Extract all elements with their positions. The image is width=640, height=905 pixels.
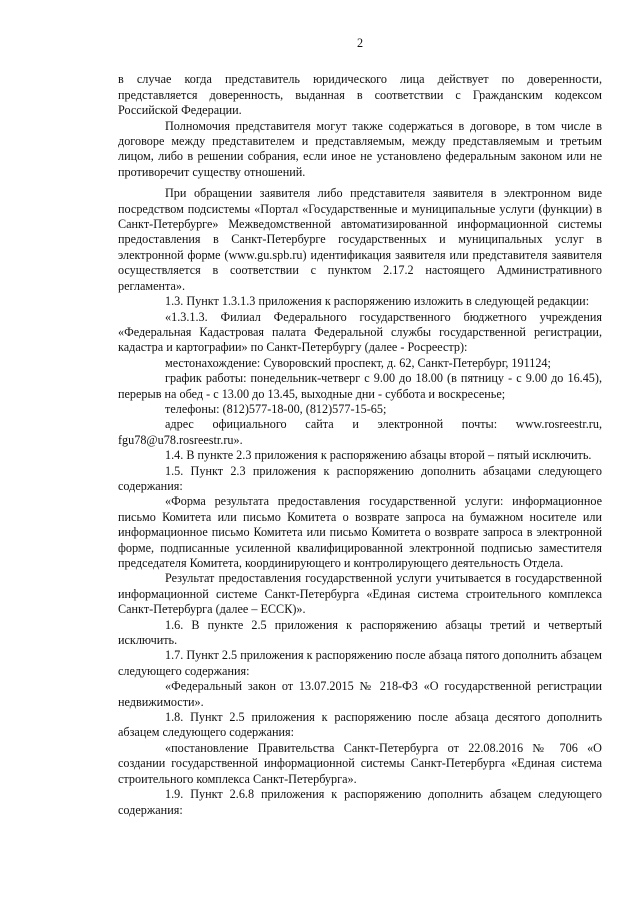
paragraph-rosreestr-website-email: адрес официального сайта и электронной почты: www.rosreestr.ru, fgu78@u78.rosreestr.ru».: [118, 417, 602, 447]
paragraph-item-1-6: 1.6. В пункте 2.5 приложения к распоряжению абзацы третий и четвертый исключить.: [118, 617, 602, 648]
paragraph-item-1-8: 1.8. Пункт 2.5 приложения к распоряжению после абзаца десятого дополнить абзацем следующего содержания:: [118, 710, 602, 740]
paragraph-item-1-3: 1.3. Пункт 1.3.1.3 приложения к распоряжению изложить в следующей редакции:: [165, 294, 590, 309]
paragraph-representative-power-of-attorney: в случае когда представитель юридического лица действует по доверенности, представляется доверенность, выданная в соответствии с Гражданским кодексом Российской Федерации.: [118, 72, 602, 118]
page-number: 2: [356, 36, 364, 50]
paragraph-rosreestr-schedule: график работы: понедельник-четверг с 9.00 до 18.00 (в пятницу - с 9.00 до 16.45), перерыв на обед - с 13.00 до 13.45, выходные дни - суббота и воскресенье;: [118, 371, 602, 401]
paragraph-rosreestr-phones: телефоны: (812)577-18-00, (812)577-15-65;: [165, 401, 387, 416]
paragraph-item-1-7: 1.7. Пункт 2.5 приложения к распоряжению после абзаца пятого дополнить абзацем следующего содержания:: [118, 648, 602, 678]
paragraph-item-1-4: 1.4. В пункте 2.3 приложения к распоряжению абзацы второй – пятый исключить.: [165, 448, 592, 463]
paragraph-electronic-application: При обращении заявителя либо представителя заявителя в электронном виде посредством подсистемы «Портал «Государственные и муниципальные услуги (функции) в Санкт-Петербурге» Межведомственной автоматизированной информационной системы предоставления в Санкт-Петербурге государственных и муниципальных услуг в электронной форме (www.gu.spb.ru) идентификация заявителя или представителя заявителя осуществляется в соответствии с пунктом 2.17.2 настоящего Административного регламента».: [118, 186, 602, 293]
paragraph-rosreestr-branch: «1.3.1.3. Филиал Федерального государственного бюджетного учреждения «Федеральная Кадастровая палата Федеральной службы государственной регистрации, кадастра и картографии» по Санкт-Петербургу (далее - Росреестр):: [118, 309, 602, 355]
paragraph-government-decree: «постановление Правительства Санкт-Петербурга от 22.08.2016 № 706 «О создании государственной информационной системы Санкт-Петербурга «Единая система строительного комплекса Санкт-Петербурга».: [118, 740, 602, 786]
paragraph-item-1-5: 1.5. Пункт 2.3 приложения к распоряжению дополнить абзацами следующего содержания:: [118, 463, 602, 493]
paragraph-result-accounting: Результат предоставления государственной услуги учитывается в государственной информационной системе Санкт-Петербурга «Единая система строительного комплекса Санкт-Петербурга (далее – ЕССК)».: [118, 571, 602, 617]
paragraph-item-1-9: 1.9. Пункт 2.6.8 приложения к распоряжению дополнить абзацем следующего содержания:: [118, 787, 602, 817]
paragraph-federal-law: «Федеральный закон от 13.07.2015 № 218-ФЗ «О государственной регистрации недвижимости».: [118, 679, 602, 709]
paragraph-representative-authority: Полномочия представителя могут также содержаться в договоре, в том числе в договоре между представителем и представляемым, между представляемым и третьим лицом, либо в решении собрания, если иное не установлено федеральным законом или не противоречит существу отношений.: [118, 118, 602, 179]
paragraph-result-form: «Форма результата предоставления государственной услуги: информационное письмо Комитета или письмо Комитета о возврате запроса на бумажном носителе или информационное письмо Комитета или письмо Комитета о возврате запроса в электронной форме, подписанные усиленной квалифицированной электронной подписью заместителя председателя Комитета, координирующего и контролирующего деятельность Отдела.: [118, 494, 602, 570]
paragraph-rosreestr-location: местонахождение: Суворовский проспект, д. 62, Санкт-Петербург, 191124;: [165, 355, 551, 370]
